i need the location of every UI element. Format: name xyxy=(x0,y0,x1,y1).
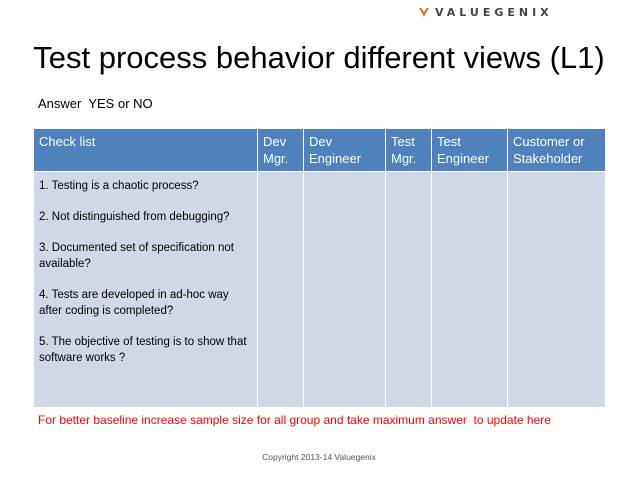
table-header-row xyxy=(34,129,606,172)
header-check-list: Check list xyxy=(34,129,258,172)
checklist-item: 3. Documented set of specification not available? xyxy=(39,242,234,270)
valuegenix-logo-icon xyxy=(418,6,430,18)
logo-text: VALUEGENIX xyxy=(435,5,553,19)
checklist-item: 4. Tests are developed in ad-hoc way after coding is completed? xyxy=(39,289,229,317)
header-test-engineer: Test Engineer xyxy=(432,129,508,172)
table-row xyxy=(34,172,606,408)
checklist-table xyxy=(33,128,606,408)
slide-subtitle: Answer YES or NO xyxy=(38,96,153,111)
header-dev-mgr: Dev Mgr. xyxy=(258,129,304,172)
answer-cell-customer-stakeholder[interactable] xyxy=(508,172,606,408)
answer-cell-test-engineer[interactable] xyxy=(432,172,508,408)
answer-cell-test-mgr[interactable] xyxy=(386,172,432,408)
footer-note: For better baseline increase sample size for all group and take maximum answer to update here xyxy=(38,413,551,427)
slide-title: Test process behavior different views (L1) xyxy=(33,40,605,75)
header-customer-stakeholder: Customer or Stakeholder xyxy=(508,129,606,172)
checklist-item: 2. Not distinguished from debugging? xyxy=(39,211,230,223)
answer-cell-dev-mgr[interactable] xyxy=(258,172,304,408)
answer-cell-dev-engineer[interactable] xyxy=(304,172,386,408)
checklist-cell xyxy=(34,172,258,408)
header-dev-engineer: Dev Engineer xyxy=(304,129,386,172)
header-test-mgr: Test Mgr. xyxy=(386,129,432,172)
brand-logo xyxy=(418,4,614,20)
copyright-text: Copyright 2013-14 Valuegenix xyxy=(262,452,376,462)
checklist-item: 1. Testing is a chaotic process? xyxy=(39,180,199,192)
checklist-item: 5. The objective of testing is to show that software works ? xyxy=(39,336,247,364)
